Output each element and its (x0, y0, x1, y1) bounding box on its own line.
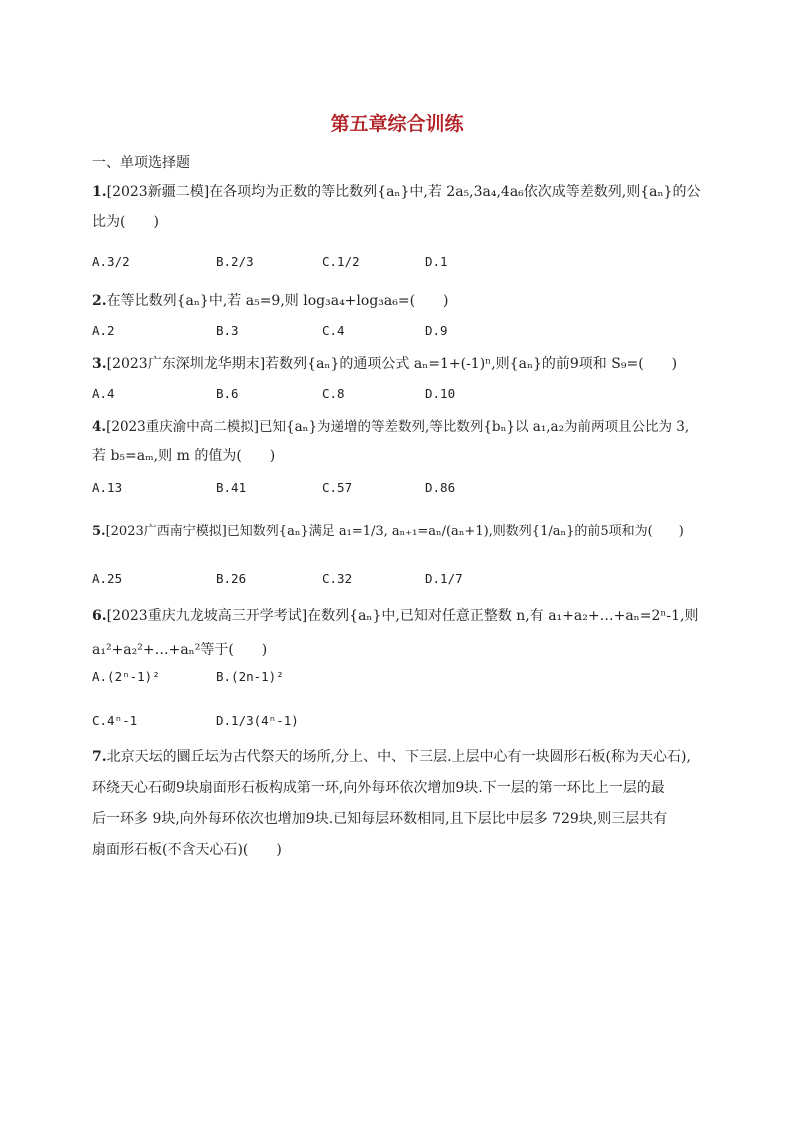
option-c: C.1/2 (322, 254, 360, 269)
question-7-line-3: 后一环多 9块,向外每环依次也增加9块.已知每层环数相同,且下层比中层多 729块,则三层共有 (92, 811, 668, 827)
option-a: A.25 (92, 571, 123, 586)
option-d: D.86 (425, 480, 456, 495)
option-d: D.1/7 (425, 571, 463, 586)
option-c: C.57 (322, 480, 353, 495)
option-b: B.26 (216, 571, 247, 586)
question-7-line-4: 扇面形石板(不含天心石)( ) (92, 842, 282, 858)
option-d: D.1/3(4ⁿ-1) (216, 713, 299, 728)
question-1-line-1: 1.[2023新疆二模]在各项均为正数的等比数列{aₙ}中,若 2a₅,3a₄,4a₆依次成等差数列,则{aₙ}的公 (92, 184, 701, 200)
question-5-options (92, 571, 652, 595)
option-a: A.2 (92, 323, 115, 338)
section-heading: 一、单项选择题 (92, 155, 190, 171)
question-4-line-2: 若 b₅=aₘ,则 m 的值为( ) (92, 448, 276, 464)
question-4-line-1: 4.[2023重庆渝中高二模拟]已知{aₙ}为递增的等差数列,等比数列{bₙ}以 a₁,a₂为前两项且公比为 3, (92, 419, 690, 435)
option-b: B.2/3 (216, 254, 254, 269)
question-6-options-row-2 (92, 713, 652, 737)
question-1-line-2: 比为( ) (92, 214, 159, 230)
question-6-options-row-1 (92, 669, 652, 693)
option-b: B.41 (216, 480, 247, 495)
question-7-line-1: 7.北京天坛的圜丘坛为古代祭天的场所,分上、中、下三层.上层中心有一块圆形石板(称为天心石), (92, 749, 691, 765)
option-c: C.4 (322, 323, 345, 338)
question-3-line-1: 3.[2023广东深圳龙华期末]若数列{aₙ}的通项公式 aₙ=1+(-1)ⁿ,则{aₙ}的前9项和 S₉=( ) (92, 356, 678, 372)
question-3-options (92, 386, 652, 410)
option-a: A.(2ⁿ-1)² (92, 669, 160, 684)
option-b: B.3 (216, 323, 239, 338)
question-2-options (92, 323, 652, 347)
option-c: C.4ⁿ-1 (92, 713, 138, 728)
question-5-line-1: 5.[2023广西南宁模拟]已知数列{aₙ}满足 a₁=1/3, aₙ₊₁=aₙ/(aₙ+1),则数列{1/aₙ}的前5项和为( ) (92, 524, 684, 539)
option-c: C.8 (322, 386, 345, 401)
page-title: 第五章综合训练 (330, 113, 464, 135)
question-2-line-1: 2.在等比数列{aₙ}中,若 a₅=9,则 log₃a₄+log₃a₆=( ) (92, 293, 449, 309)
option-d: D.10 (425, 386, 456, 401)
option-a: A.4 (92, 386, 115, 401)
question-1-options (92, 254, 652, 278)
question-4-options (92, 480, 652, 504)
option-a: A.3/2 (92, 254, 130, 269)
question-6-line-2: a₁²+a₂²+…+aₙ²等于( ) (92, 642, 268, 658)
option-c: C.32 (322, 571, 353, 586)
question-6-line-1: 6.[2023重庆九龙坡高三开学考试]在数列{aₙ}中,已知对任意正整数 n,有 a₁+a₂+…+aₙ=2ⁿ-1,则 (92, 608, 699, 624)
option-b: B.6 (216, 386, 239, 401)
option-b: B.(2n-1)² (216, 669, 284, 684)
question-7-line-2: 环绕天心石砌9块扇面形石板构成第一环,向外每环依次增加9块.下一层的第一环比上一层的最 (92, 780, 665, 796)
option-a: A.13 (92, 480, 123, 495)
option-d: D.1 (425, 254, 448, 269)
option-d: D.9 (425, 323, 448, 338)
